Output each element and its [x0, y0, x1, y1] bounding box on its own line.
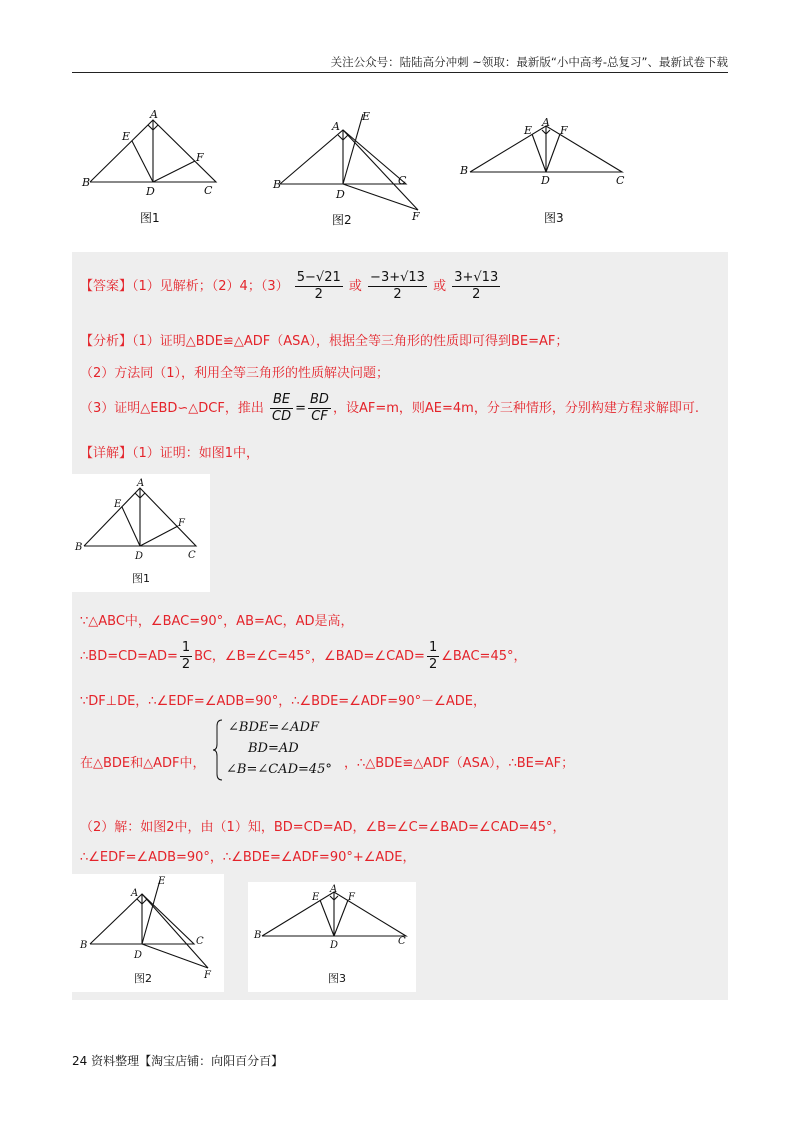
detail-s2-half-1: $\frac{1}{2}$	[181, 640, 191, 672]
detail-fig1-label-e: E	[114, 499, 122, 510]
detail-s4-b: ，∴△BDE≌△ADF（ASA），∴BE=AF；	[344, 756, 575, 771]
answer-or-1: 或	[348, 279, 362, 294]
detail-fig3-label-e: E	[312, 892, 320, 903]
answer-text: （1）见解析；（2）4；（3）	[132, 279, 289, 294]
fig3-label-f: F	[560, 124, 568, 137]
detail-fig3-label-a: A	[330, 884, 338, 895]
fig2-label-f: F	[412, 210, 420, 223]
system-line-2: BD=AD	[248, 741, 299, 756]
detail-equation-system	[212, 718, 342, 782]
detail-fig3-label-b: B	[254, 930, 262, 941]
analysis-line-3	[80, 392, 699, 425]
answer-or-2: 或	[433, 279, 447, 294]
detail-fig1-label-b: B	[75, 542, 83, 553]
answer-line	[80, 270, 502, 303]
analysis-eq: =	[295, 401, 307, 416]
brace-icon	[212, 718, 224, 782]
fig1-label-d: D	[146, 185, 155, 198]
detail-s2-b: BC，∠B=∠C=45°，∠BAD=∠CAD=	[194, 649, 425, 664]
fig3-label-a: A	[542, 116, 550, 129]
system-line-1: ∠BDE=∠ADF	[228, 720, 319, 735]
fig2-label-d: D	[336, 188, 345, 201]
fig2-caption: 图2	[332, 213, 352, 227]
detail-s2-c: ∠BAC=45°，	[441, 649, 527, 664]
fig1-label-c: C	[204, 184, 213, 197]
fig1-label-e: E	[122, 130, 131, 143]
fig3-label-c: C	[616, 174, 625, 187]
page-number: 24	[72, 1054, 88, 1068]
analysis-frac-2: $\frac{BD}{CF}$	[310, 392, 329, 424]
header-rule	[72, 72, 728, 73]
detail-s4-a: 在△BDE和△ADF中，	[80, 756, 206, 771]
analysis-tag: 【分析】	[80, 334, 133, 349]
detail-s2-a: ∴BD=CD=AD=	[80, 649, 178, 664]
detail-fig3-label-d: D	[330, 940, 339, 951]
detail-fig2-label-b: B	[80, 940, 88, 951]
detail-fig3-caption: 图3	[328, 972, 346, 985]
fig2-label-a: A	[332, 120, 340, 133]
detail-fig1-label-d: D	[135, 551, 144, 562]
detail-fig2-label-a: A	[131, 888, 139, 899]
analysis-text-1: （1）证明△BDE≌△ADF（ASA），根据全等三角形的性质即可得到BE=AF；	[132, 334, 569, 349]
fig3-label-e: E	[524, 124, 533, 137]
detail-fig1-label-f: F	[178, 518, 185, 529]
detail-fig1-label-a: A	[137, 478, 145, 489]
analysis-line-2: （2）方法同（1），利用全等三角形的性质解决问题；	[80, 366, 390, 381]
detail-fig2-caption: 图2	[134, 972, 152, 985]
detail-fig1-caption: 图1	[132, 572, 150, 585]
figure-2-detail	[72, 874, 224, 992]
detail-p2-line-1: （2）解：如图2中，由（1）知，BD=CD=AD，∠B=∠C=∠BAD=∠CAD=45°，	[80, 820, 566, 835]
analysis-text-3a: （3）证明△EBD∽△DCF，推出	[80, 401, 264, 416]
analysis-line-1	[80, 330, 568, 349]
answer-frac-3: $\frac{3+√13}{2}$	[454, 270, 499, 302]
detail-tag: 【详解】	[80, 446, 133, 461]
detail-fig2-label-e: E	[158, 876, 166, 887]
detail-s3: ∵DF⊥DE，∴∠EDF=∠ADB=90°，∴∠BDE=∠ADF=90°－∠ADE，	[80, 694, 486, 709]
detail-p2-line-2: ∴∠EDF=∠ADB=90°，∴∠BDE=∠ADF=90°+∠ADE，	[80, 850, 416, 865]
fig1-label-f: F	[196, 151, 204, 164]
analysis-text-3b: ，设AF=m，则AE=4m，分三种情形，分别构建方程求解即可.	[332, 401, 699, 416]
detail-fig2-label-d: D	[134, 950, 143, 961]
figure-1-detail	[72, 474, 210, 592]
detail-intro	[80, 442, 259, 461]
figure-3-top	[456, 114, 636, 230]
fig2-label-b: B	[273, 178, 282, 191]
fig2-label-c: C	[398, 174, 407, 187]
answer-frac-2: $\frac{-3+√13}{2}$	[370, 270, 425, 302]
fig3-label-d: D	[541, 174, 550, 187]
system-line-3: ∠B=∠CAD=45°	[226, 762, 332, 777]
page-footer	[72, 1052, 283, 1069]
detail-s2	[80, 640, 526, 673]
page-header: 关注公众号：陆陆高分冲刺 ~领取：最新版“小中高考-总复习”、最新试卷下载	[330, 55, 728, 69]
analysis-frac-1: $\frac{BE}{CD}$	[272, 392, 292, 424]
figure-3-detail	[248, 882, 416, 992]
detail-fig3-label-c: C	[398, 936, 406, 947]
fig3-caption: 图3	[544, 211, 564, 225]
fig1-label-a: A	[150, 108, 158, 121]
fig1-label-b: B	[82, 176, 91, 189]
answer-frac-1: $\frac{5-√21}{2}$	[296, 270, 341, 302]
detail-fig3-label-f: F	[348, 892, 355, 903]
answer-tag: 【答案】	[80, 279, 133, 294]
detail-s2-half-2: $\frac{1}{2}$	[428, 640, 438, 672]
figure-2-top	[270, 108, 430, 232]
footer-text: 资料整理【淘宝店铺：向阳百分百】	[91, 1054, 284, 1068]
detail-fig2-label-f: F	[204, 970, 211, 981]
figure-1-top	[80, 106, 230, 234]
fig2-label-e: E	[362, 110, 371, 123]
detail-s1: ∵△ABC中，∠BAC=90°，AB=AC，AD是高，	[80, 614, 354, 629]
detail-fig2-label-c: C	[196, 936, 204, 947]
fig1-caption: 图1	[140, 211, 160, 225]
fig3-label-b: B	[460, 164, 469, 177]
detail-fig1-label-c: C	[188, 550, 196, 561]
detail-intro-text: （1）证明：如图1中，	[132, 446, 260, 461]
